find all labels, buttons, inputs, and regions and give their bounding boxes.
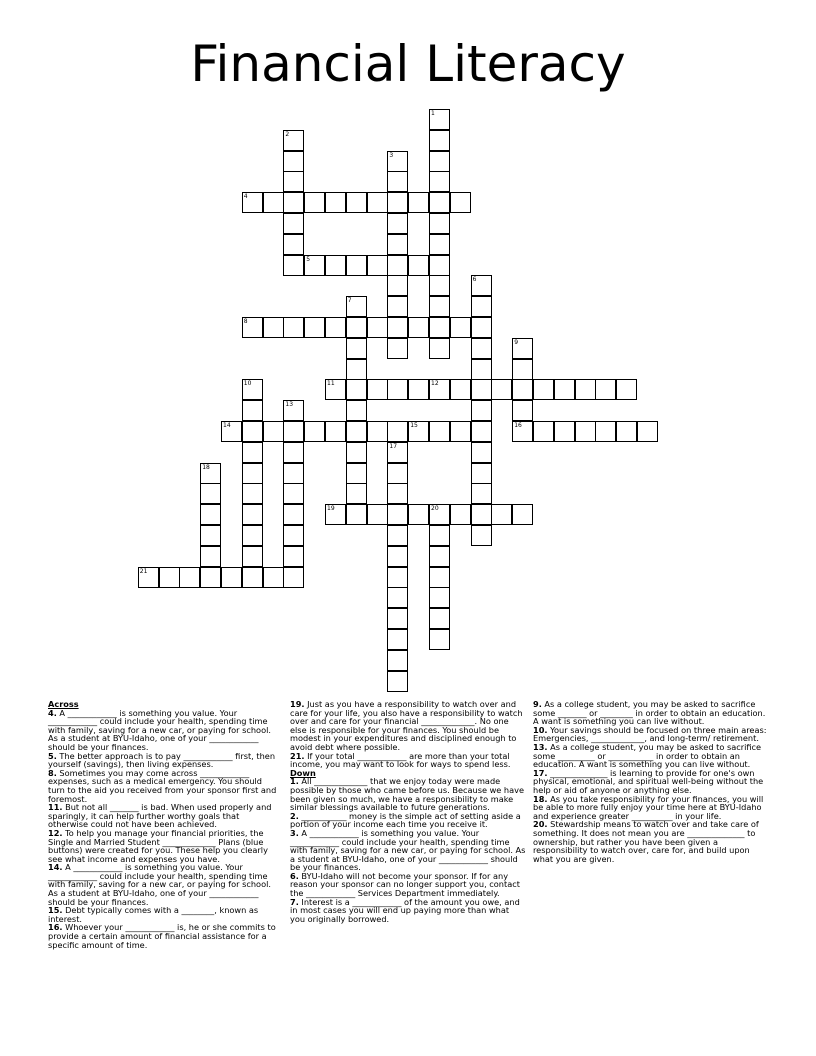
- grid-cell[interactable]: [575, 379, 596, 400]
- clue-item: [48, 829, 280, 863]
- grid-cell[interactable]: [387, 234, 408, 255]
- grid-cell[interactable]: [242, 504, 263, 525]
- grid-cell[interactable]: [283, 171, 304, 192]
- grid-cell[interactable]: [346, 400, 367, 421]
- grid-cell[interactable]: [387, 629, 408, 650]
- grid-cell[interactable]: [387, 567, 408, 588]
- grid-cell[interactable]: [387, 463, 408, 484]
- clue-item-number: 11.: [48, 802, 63, 813]
- grid-cell[interactable]: [304, 192, 325, 213]
- grid-cell[interactable]: [387, 213, 408, 234]
- grid-cell[interactable]: [533, 379, 554, 400]
- grid-cell[interactable]: [408, 504, 429, 525]
- grid-cell[interactable]: [450, 504, 471, 525]
- clue-item-text: As you take responsibility for your finances, you will be able to more fully enjoy your time here at BYU-Idaho and experience greater __________ in your life.: [533, 793, 764, 821]
- grid-cell[interactable]: [179, 567, 200, 588]
- clue-item-text: Interest is a ____________ of the amount you owe, and in most cases you will end up paying more than what you originally borrowed.: [290, 896, 520, 924]
- clue-number: 16: [514, 422, 522, 429]
- clue-item: [290, 829, 526, 872]
- clue-number: 21: [139, 567, 148, 575]
- grid-cell[interactable]: [263, 317, 284, 338]
- grid-cell[interactable]: [429, 255, 450, 276]
- grid-cell[interactable]: [138, 567, 159, 588]
- clue-item-number: 8.: [48, 767, 57, 778]
- grid-cell[interactable]: [387, 442, 408, 463]
- clue-item-text: A ____________ is something you value. Your ____________ could include your health, spending time with family, saving for a new car, or paying for school. As a student at BYU-Idaho, one of your ____________ should be your finances.: [48, 862, 271, 907]
- clue-number: 14: [223, 422, 231, 429]
- clue-item: [290, 700, 526, 752]
- clue-item: [533, 700, 769, 726]
- clue-item: [48, 803, 280, 829]
- grid-cell[interactable]: [283, 463, 304, 484]
- clue-item: [48, 769, 280, 803]
- clue-item-text: But not all _______ is bad. When used properly and sparingly, it can help further worthy goals that otherwise could not have been achieved.: [48, 802, 272, 830]
- grid-cell[interactable]: [554, 421, 575, 442]
- grid-cell[interactable]: [471, 379, 492, 400]
- grid-cell[interactable]: [387, 317, 408, 338]
- grid-cell[interactable]: [450, 317, 471, 338]
- grid-cell[interactable]: [429, 192, 450, 213]
- grid-cell[interactable]: [346, 255, 367, 276]
- grid-cell[interactable]: [491, 379, 512, 400]
- grid-cell[interactable]: [387, 650, 408, 671]
- grid-cell[interactable]: [263, 192, 284, 213]
- grid-cell[interactable]: [575, 421, 596, 442]
- grid-cell[interactable]: [616, 421, 637, 442]
- grid-cell[interactable]: [471, 504, 492, 525]
- grid-cell[interactable]: [387, 379, 408, 400]
- grid-cell[interactable]: [304, 317, 325, 338]
- clue-item: [533, 820, 769, 863]
- grid-cell[interactable]: [346, 359, 367, 380]
- grid-cell[interactable]: [471, 275, 492, 296]
- grid-cell[interactable]: [429, 379, 450, 400]
- clue-item-number: 12.: [48, 827, 63, 838]
- grid-cell[interactable]: [408, 255, 429, 276]
- grid-cell[interactable]: [200, 504, 221, 525]
- clue-number: 19: [327, 505, 335, 513]
- clue-item: [290, 777, 526, 811]
- grid-cell[interactable]: [471, 296, 492, 317]
- clue-item-text: Just as you have a responsibility to watch over and care for your life, you also have a responsibility to watch over and care for your financial _____________. No one else is responsible for your finances. You should be modest in your expenditures and disciplined enough to avoid debt where possible.: [290, 699, 523, 752]
- grid-cell[interactable]: [221, 421, 242, 442]
- grid-cell[interactable]: [387, 296, 408, 317]
- clue-number: 11: [327, 380, 335, 388]
- clue-item-text: To help you manage your financial priorities, the Single and Married Student _____________ Plans (blue buttons) were created for you. These help you clearly see what income and expenses you have.: [48, 827, 268, 864]
- clue-item-number: 16.: [48, 922, 63, 933]
- grid-cell[interactable]: [429, 151, 450, 172]
- clue-number: 7: [347, 297, 352, 305]
- clue-number: 6: [472, 276, 477, 284]
- clue-item-number: 18.: [533, 793, 548, 804]
- clue-item-number: 3.: [290, 827, 299, 838]
- clue-item: [290, 872, 526, 898]
- grid-cell[interactable]: [263, 421, 284, 442]
- clue-item-number: 15.: [48, 905, 63, 916]
- grid-cell[interactable]: [283, 400, 304, 421]
- clue-number: 20: [431, 505, 439, 513]
- grid-cell[interactable]: [533, 421, 554, 442]
- grid-cell[interactable]: [304, 255, 325, 276]
- clue-number: 3: [389, 151, 394, 159]
- grid-cell[interactable]: [242, 421, 263, 442]
- clue-item-text: ___________ money is the simple act of setting aside a portion of your income each time you receive it.: [290, 810, 521, 830]
- clue-number: 9: [514, 338, 519, 346]
- grid-cell[interactable]: [429, 213, 450, 234]
- grid-cell[interactable]: [408, 379, 429, 400]
- grid-cell[interactable]: [221, 567, 242, 588]
- grid-cell[interactable]: [450, 192, 471, 213]
- clue-item-text: As a college student, you may be asked to sacrifice some _______ or ________ in order to obtain an education. A want is something you can live without.: [533, 699, 766, 727]
- grid-cell[interactable]: [387, 587, 408, 608]
- grid-cell[interactable]: [283, 504, 304, 525]
- grid-cell[interactable]: [283, 421, 304, 442]
- clue-number: 5: [306, 255, 311, 263]
- grid-cell[interactable]: [595, 379, 616, 400]
- grid-cell[interactable]: [450, 421, 471, 442]
- clues-column-3: [533, 700, 769, 863]
- grid-cell[interactable]: [346, 421, 367, 442]
- grid-cell[interactable]: [346, 192, 367, 213]
- grid-cell[interactable]: [471, 317, 492, 338]
- clue-number: 17: [389, 442, 398, 450]
- grid-cell[interactable]: [387, 671, 408, 692]
- clue-number: 18: [202, 463, 210, 471]
- grid-cell[interactable]: [387, 421, 408, 442]
- grid-cell[interactable]: [429, 546, 450, 567]
- grid-cell[interactable]: [429, 504, 450, 525]
- grid-cell[interactable]: [512, 421, 533, 442]
- grid-cell[interactable]: [325, 421, 346, 442]
- grid-cell[interactable]: [471, 463, 492, 484]
- clue-item: [48, 709, 280, 752]
- grid-cell[interactable]: [283, 151, 304, 172]
- grid-cell[interactable]: [429, 338, 450, 359]
- clue-item-text: Sometimes you may come across ____________ expenses, such as a medical emergency. You should turn to the aid you received from your sponsor first and foremost.: [48, 767, 277, 804]
- clue-item: [533, 795, 769, 821]
- clue-item-number: 10.: [533, 724, 548, 735]
- grid-cell[interactable]: [387, 255, 408, 276]
- grid-cell[interactable]: [346, 463, 367, 484]
- clue-item-number: 20.: [533, 819, 548, 830]
- grid-cell[interactable]: [283, 213, 304, 234]
- clue-item-number: 21.: [290, 750, 305, 761]
- grid-cell[interactable]: [387, 483, 408, 504]
- grid-cell[interactable]: [408, 192, 429, 213]
- grid-cell[interactable]: [512, 504, 533, 525]
- grid-cell[interactable]: [491, 504, 512, 525]
- clues-column-2: [290, 700, 526, 923]
- grid-cell[interactable]: [512, 338, 533, 359]
- grid-cell[interactable]: [367, 192, 388, 213]
- clue-item: [48, 906, 280, 923]
- grid-cell[interactable]: [242, 546, 263, 567]
- grid-cell[interactable]: [242, 567, 263, 588]
- grid-cell[interactable]: [159, 567, 180, 588]
- grid-cell[interactable]: [325, 192, 346, 213]
- clue-item: [48, 752, 280, 769]
- grid-cell[interactable]: [200, 483, 221, 504]
- grid-cell[interactable]: [554, 379, 575, 400]
- grid-cell[interactable]: [595, 421, 616, 442]
- clue-item-text: Whoever your ____________ is, he or she commits to provide a certain amount of financial assistance for a specific amount of time.: [48, 922, 276, 950]
- grid-cell[interactable]: [242, 317, 263, 338]
- grid-cell[interactable]: [346, 317, 367, 338]
- clue-item: [48, 923, 280, 949]
- clue-item-number: 7.: [290, 896, 299, 907]
- grid-cell[interactable]: [283, 442, 304, 463]
- grid-cell[interactable]: [346, 504, 367, 525]
- clue-section-heading: Down: [290, 767, 316, 778]
- grid-cell[interactable]: [429, 317, 450, 338]
- clue-number: 13: [285, 401, 294, 409]
- grid-cell[interactable]: [242, 442, 263, 463]
- clue-item-text: As a college student, you may be asked to sacrifice some _________ or ___________ in order to obtain an education. A want is something you can live without.: [533, 741, 762, 770]
- clue-number: 10: [243, 380, 252, 388]
- clue-item: [290, 898, 526, 924]
- clue-item-number: 17.: [533, 767, 548, 778]
- grid-cell[interactable]: [471, 525, 492, 546]
- grid-cell[interactable]: [346, 296, 367, 317]
- grid-cell[interactable]: [429, 130, 450, 151]
- grid-cell[interactable]: [367, 255, 388, 276]
- clue-item: [48, 863, 280, 906]
- clue-number: 15: [410, 422, 418, 429]
- grid-cell[interactable]: [346, 483, 367, 504]
- grid-cell[interactable]: [387, 504, 408, 525]
- puzzle-title: Financial Literacy: [190, 35, 626, 93]
- grid-cell[interactable]: [387, 338, 408, 359]
- grid-cell[interactable]: [200, 463, 221, 484]
- grid-cell[interactable]: [200, 525, 221, 546]
- grid-cell[interactable]: [367, 317, 388, 338]
- clue-item-text: A ____________ is something you value. Your ____________ could include your health, spending time with family, saving for a new car, or paying for school. As a student at BYU-Idaho, one of your ____________ should be your finances.: [290, 827, 526, 873]
- clue-number: 8: [243, 318, 248, 325]
- grid-cell[interactable]: [325, 317, 346, 338]
- grid-cell[interactable]: [367, 504, 388, 525]
- grid-cell[interactable]: [387, 525, 408, 546]
- grid-cell[interactable]: [429, 587, 450, 608]
- clue-item-text: A ____________ is something you value. Your ____________ could include your health, spending time with family, saving for a new car, or paying for school. As a student at BYU-Idaho, one of your ____________ should be your finances.: [48, 707, 271, 752]
- grid-cell[interactable]: [283, 130, 304, 151]
- clue-item-number: 14.: [48, 862, 63, 873]
- clue-item: [290, 752, 526, 769]
- grid-cell[interactable]: [387, 192, 408, 213]
- grid-cell[interactable]: [471, 400, 492, 421]
- clue-section-heading: Across: [48, 699, 79, 709]
- clue-item-text: Stewardship means to watch over and take care of something. It does not mean you are ______________ to ownership, but rather you have been given a responsibility to watch over, care for, and build upon what you are given.: [533, 819, 759, 864]
- grid-cell[interactable]: [637, 421, 658, 442]
- grid-cell[interactable]: [367, 379, 388, 400]
- grid-cell[interactable]: [325, 504, 346, 525]
- grid-cell[interactable]: [346, 442, 367, 463]
- clue-number: 4: [243, 193, 248, 201]
- grid-cell[interactable]: [242, 483, 263, 504]
- grid-cell[interactable]: [283, 317, 304, 338]
- clue-number: 12: [431, 380, 439, 388]
- grid-cell[interactable]: [408, 421, 429, 442]
- grid-cell[interactable]: [429, 567, 450, 588]
- grid-cell[interactable]: [471, 483, 492, 504]
- grid-cell[interactable]: [408, 317, 429, 338]
- grid-cell[interactable]: [242, 379, 263, 400]
- clue-item-text: ______________ is learning to provide for one's own physical, emotional, and spiritual well-being without the help or aid of anyone or anything else.: [533, 767, 764, 795]
- grid-cell[interactable]: [325, 255, 346, 276]
- grid-cell[interactable]: [429, 421, 450, 442]
- grid-cell[interactable]: [429, 525, 450, 546]
- clue-item-number: 9.: [533, 699, 542, 709]
- grid-cell[interactable]: [200, 567, 221, 588]
- grid-cell[interactable]: [512, 400, 533, 421]
- grid-cell[interactable]: [471, 359, 492, 380]
- grid-cell[interactable]: [387, 275, 408, 296]
- grid-cell[interactable]: [283, 567, 304, 588]
- grid-cell[interactable]: [429, 608, 450, 629]
- grid-cell[interactable]: [471, 421, 492, 442]
- grid-cell[interactable]: [283, 525, 304, 546]
- grid-cell[interactable]: [367, 421, 388, 442]
- clue-item: [533, 769, 769, 795]
- grid-cell[interactable]: [346, 338, 367, 359]
- clue-number: 1: [431, 110, 435, 117]
- clue-item-number: 13.: [533, 741, 548, 752]
- grid-cell[interactable]: [242, 525, 263, 546]
- grid-cell[interactable]: [325, 379, 346, 400]
- grid-cell[interactable]: [283, 483, 304, 504]
- clue-item-number: 1.: [290, 776, 299, 787]
- grid-cell[interactable]: [450, 379, 471, 400]
- grid-cell[interactable]: [304, 421, 325, 442]
- grid-cell[interactable]: [429, 234, 450, 255]
- grid-cell[interactable]: [283, 192, 304, 213]
- clue-item-text: BYU-Idaho will not become your sponsor. If for any reason your sponsor can no longer support you, contact the ____________ Services Department immediately.: [290, 870, 520, 899]
- clue-item-text: All _____________ that we enjoy today were made possible by those who came before us. Because we have been given so much, we have a responsibility to make similar blessings available to future generations.: [290, 776, 525, 813]
- clues-column-1: [48, 700, 280, 949]
- grid-cell[interactable]: [346, 379, 367, 400]
- clue-item-number: 2.: [290, 810, 299, 821]
- grid-cell[interactable]: [512, 379, 533, 400]
- grid-cell[interactable]: [283, 234, 304, 255]
- clue-item-number: 5.: [48, 750, 57, 761]
- clue-item-number: 19.: [290, 699, 305, 709]
- grid-cell[interactable]: [242, 463, 263, 484]
- clue-item-text: Debt typically comes with a ________, known as interest.: [48, 905, 259, 924]
- grid-cell[interactable]: [242, 400, 263, 421]
- grid-cell[interactable]: [387, 608, 408, 629]
- clue-item: [290, 812, 526, 829]
- clue-item-text: If your total ____________ are more than your total income, you may want to look for ways to spend less.: [290, 750, 511, 770]
- grid-cell[interactable]: [429, 629, 450, 650]
- clue-item-number: 4.: [48, 707, 57, 718]
- grid-cell[interactable]: [283, 255, 304, 276]
- grid-cell[interactable]: [242, 192, 263, 213]
- clue-item: [533, 743, 769, 769]
- grid-cell[interactable]: [429, 109, 450, 130]
- grid-cell[interactable]: [387, 171, 408, 192]
- clue-item-number: 6.: [290, 870, 299, 881]
- grid-cell[interactable]: [200, 546, 221, 567]
- clue-item-text: Your savings should be focused on three main areas: Emergencies, _____________, and long-term/ retirement.: [533, 724, 767, 744]
- grid-cell[interactable]: [616, 379, 637, 400]
- clue-item: [533, 726, 769, 743]
- grid-cell[interactable]: [387, 546, 408, 567]
- grid-cell[interactable]: [471, 442, 492, 463]
- grid-cell[interactable]: [429, 171, 450, 192]
- grid-cell[interactable]: [263, 567, 284, 588]
- grid-cell[interactable]: [429, 275, 450, 296]
- grid-cell[interactable]: [512, 359, 533, 380]
- grid-cell[interactable]: [471, 338, 492, 359]
- grid-cell[interactable]: [283, 546, 304, 567]
- grid-cell[interactable]: [387, 151, 408, 172]
- grid-cell[interactable]: [429, 296, 450, 317]
- clue-item-text: The better approach is to pay ____________ first, then yourself (savings), then living expenses.: [48, 750, 276, 770]
- clue-number: 2: [285, 130, 290, 138]
